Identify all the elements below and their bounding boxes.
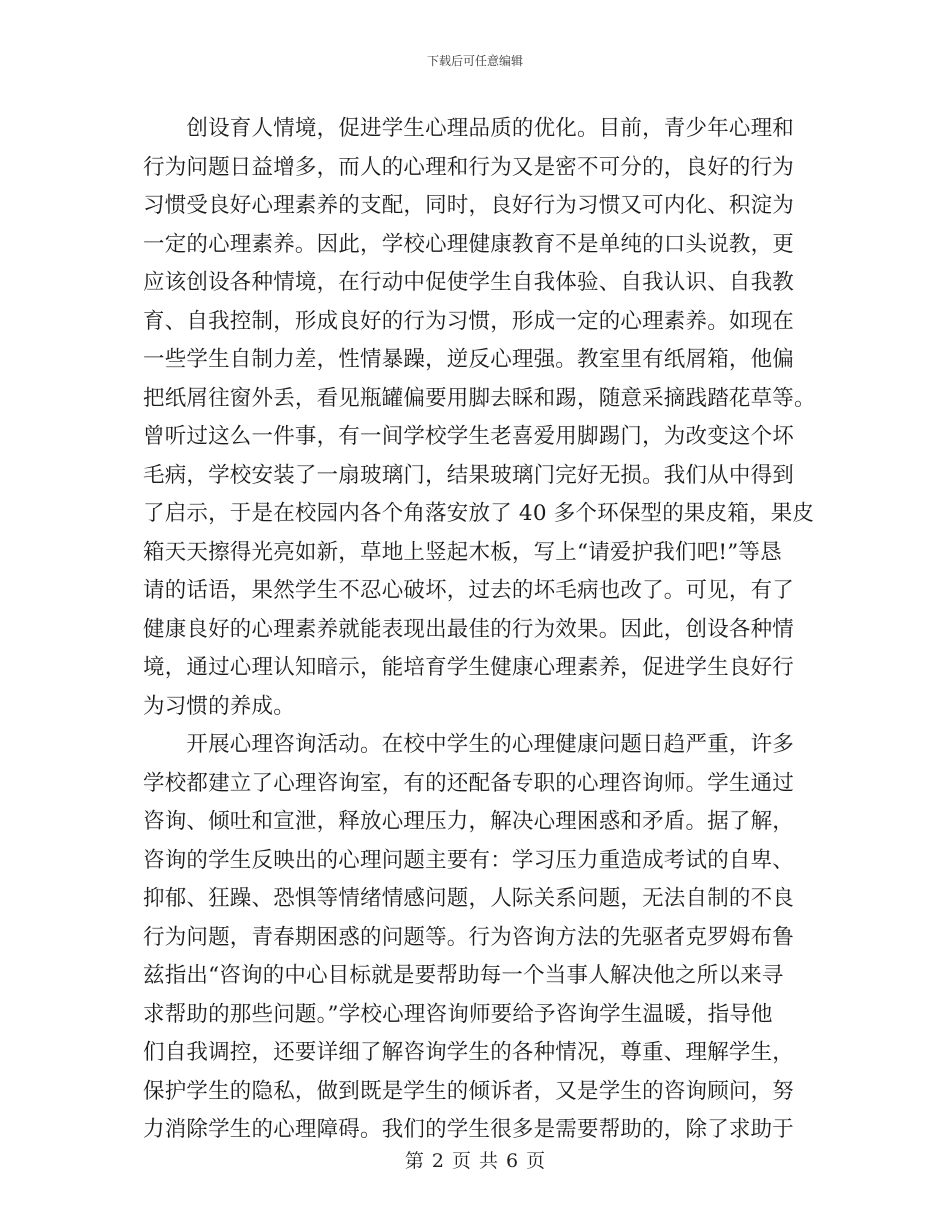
body-line: 曾听过这么一件事，有一间学校学生老喜爱用脚踢门，为改变这个坏 (143, 424, 795, 449)
body-line: 箱天天擦得光亮如新，草地上竖起木板，写上“请爱护我们吧!”等恳 (143, 539, 782, 565)
body-line: 兹指出“咨询的中心目标就是要帮助每一个当事人解决他之所以来寻 (143, 963, 784, 988)
page-total: 6 (506, 1150, 519, 1172)
body-line: 为习惯的养成。 (143, 693, 295, 719)
page-number: 2 (431, 1150, 444, 1172)
body-line: 把纸屑往窗外丢，看见瓶罐偏要用脚去睬和踢，随意采摘践踏花草等。 (143, 385, 816, 411)
footer-page-word: 页 (451, 1150, 471, 1172)
footer-suffix: 页 (526, 1150, 546, 1172)
body-line: 育、自我控制，形成良好的行为习惯，形成一定的心理素养。如现在 (143, 308, 795, 334)
body-line: 习惯受良好心理素养的支配，同时，良好行为习惯又可内化、积淀为 (143, 193, 795, 218)
footer-prefix: 第 (404, 1150, 424, 1172)
body-line: 创设育人情境，促进学生心理品质的优化。目前，青少年心理和 (143, 116, 795, 141)
body-line: 咨询、倾吐和宣泄，释放心理压力，解决心理困惑和矛盾。据了解， (143, 809, 795, 834)
body-line: 学校都建立了心理咨询室，有的还配备专职的心理咨询师。学生通过 (143, 770, 795, 796)
body-line: 行为问题，青春期困惑的问题等。行为咨询方法的先驱者克罗姆布鲁 (143, 924, 795, 950)
page-footer (0, 1146, 950, 1173)
body-line: 开展心理咨询活动。在校中学生的心理健康问题日趋严重，许多 (143, 732, 795, 757)
body-line: 保护学生的隐私，做到既是学生的倾诉者，又是学生的咨询顾问，努 (143, 1078, 795, 1104)
document-body (143, 110, 816, 1150)
body-line: 请的话语，果然学生不忍心破坏，过去的坏毛病也改了。可见，有了 (143, 578, 795, 603)
body-line: 了启示，于是在校园内各个角落安放了 40 多个环保型的果皮箱，果皮 (143, 501, 815, 526)
body-line: 抑郁、狂躁、恐惧等情绪情感问题，人际关系问题，无法自制的不良 (143, 886, 795, 911)
body-line: 毛病，学校安装了一扇玻璃门，结果玻璃门完好无损。我们从中得到 (143, 462, 795, 488)
body-line: 一些学生自制力差，性情暴躁，逆反心理强。教室里有纸屑箱，他偏 (143, 347, 795, 372)
body-line: 境，通过心理认知暗示，能培育学生健康心理素养，促进学生良好行 (143, 655, 795, 680)
body-line: 力消除学生的心理障碍。我们的学生很多是需要帮助的，除了求助于 (143, 1117, 795, 1142)
footer-total-word: 共 (479, 1150, 499, 1172)
header-text: 下载后可任意编辑 (426, 54, 523, 68)
page-header (0, 52, 950, 69)
body-line: 行为问题日益增多，而人的心理和行为又是密不可分的，良好的行为 (143, 154, 795, 180)
body-line: 们自我调控，还要详细了解咨询学生的各种情况，尊重、理解学生， (143, 1040, 795, 1065)
body-line: 咨询的学生反映出的心理问题主要有：学习压力重造成考试的自卑、 (143, 847, 795, 873)
body-line: 一定的心理素养。因此，学校心理健康教育不是单纯的口头说教，更 (143, 231, 795, 257)
body-line: 求帮助的那些问题。”学校心理咨询师要给予咨询学生温暖，指导他 (143, 1001, 773, 1027)
body-line: 应该创设各种情境，在行动中促使学生自我体验、自我认识、自我教 (143, 270, 795, 295)
body-line: 健康良好的心理素养就能表现出最佳的行为效果。因此，创设各种情 (143, 616, 795, 642)
